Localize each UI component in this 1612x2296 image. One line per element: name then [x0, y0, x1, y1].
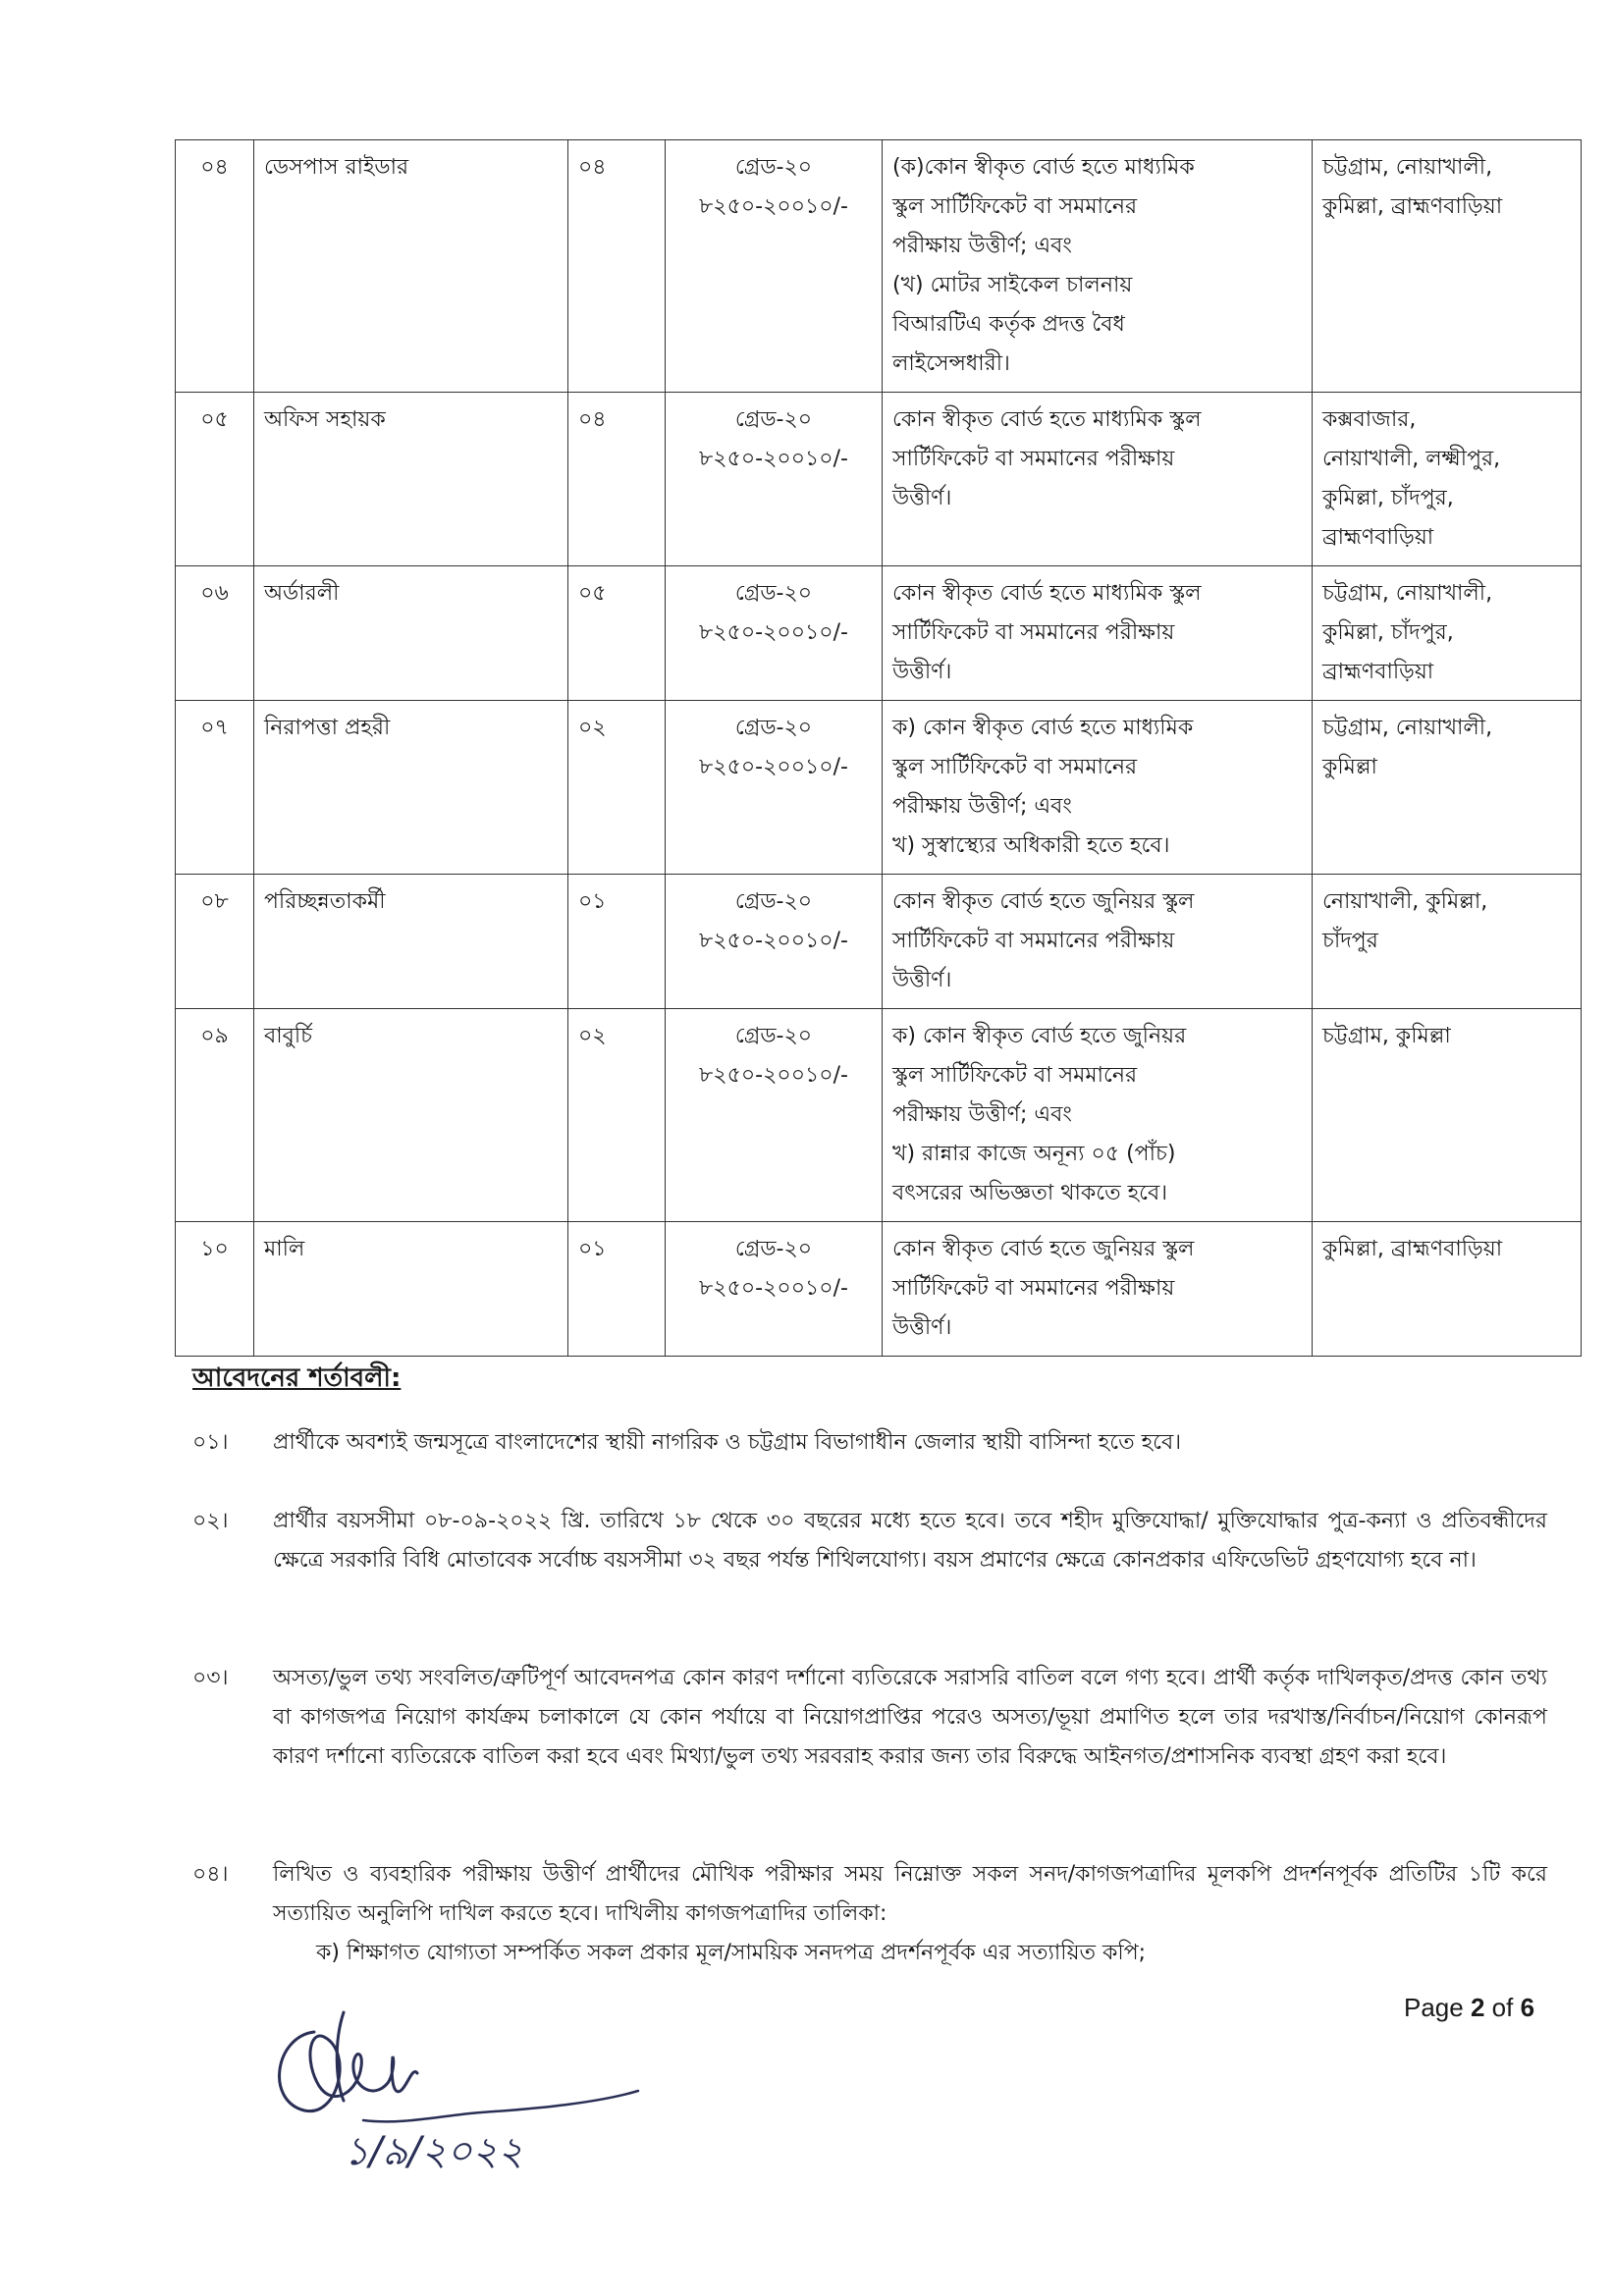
- district-line: ব্রাহ্মণবাড়িয়া: [1322, 525, 1434, 550]
- qualification-line: পরীক্ষায় উত্তীর্ণ; এবং: [892, 794, 1072, 819]
- district-line: চট্টগ্রাম, কুমিল্লা: [1322, 1024, 1451, 1048]
- cell-serial: ০৬: [176, 566, 254, 701]
- district-line: চট্টগ্রাম, নোয়াখালী,: [1322, 155, 1493, 180]
- cell-grade-scale: [666, 875, 883, 1009]
- cell-qualification: [883, 566, 1313, 701]
- grade-label: গ্রেড-২০: [734, 407, 813, 432]
- pay-scale: ৮২৫০-২০০১০/-: [699, 755, 848, 779]
- page-mid: of: [1484, 1993, 1521, 2022]
- cell-districts: [1313, 875, 1582, 1009]
- qualification-line: সার্টিফিকেট বা সমমানের পরীক্ষায়: [892, 447, 1175, 471]
- table-row: [176, 393, 1582, 566]
- condition-sub-item: ক) শিক্ষাগত যোগ্যতা সম্পর্কিত সকল প্রকার মূল/সাময়িক সনদপত্র প্রদর্শনপূর্বক এর সত্যায়িত কপি;: [316, 1941, 1147, 1965]
- qualification-line: সার্টিফিকেট বা সমমানের পরীক্ষায়: [892, 1276, 1175, 1301]
- district-line: চট্টগ্রাম, নোয়াখালী,: [1322, 716, 1493, 740]
- qualification-line: উত্তীর্ণ।: [892, 968, 952, 992]
- signature-date: ১/৯/২০২২: [344, 2129, 523, 2174]
- qualification-line: কোন স্বীকৃত বোর্ড হতে জুনিয়র স্কুল: [892, 1237, 1195, 1261]
- district-line: কুমিল্লা, ব্রাহ্মণবাড়িয়া: [1322, 1237, 1503, 1261]
- grade-label: গ্রেড-২০: [734, 1237, 813, 1261]
- grade-label: গ্রেড-২০: [734, 155, 813, 180]
- cell-grade-scale: [666, 566, 883, 701]
- table-row: [176, 1222, 1582, 1357]
- cell-post-name: নিরাপত্তা প্রহরী: [254, 701, 568, 875]
- cell-grade-scale: [666, 1009, 883, 1222]
- qualification-line: ক) কোন স্বীকৃত বোর্ড হতে জুনিয়র: [892, 1024, 1187, 1048]
- cell-post-name: পরিচ্ছন্নতাকর্মী: [254, 875, 568, 1009]
- condition-text: প্রার্থীর বয়সসীমা ০৮-০৯-২০২২ খ্রি. তারিখে ১৮ থেকে ৩০ বছরের মধ্যে হতে হবে। তবে শহীদ মুক্তিযোদ্ধা/ মুক্তিযোদ্ধার পুত্র-কন্যা ও প্রতিবন্ধীদের ক্ষেত্রে সরকারি বিধি মোতাবেক সর্বোচ্চ বয়সসীমা ৩২ বছর পর্যন্ত শিথিলযোগ্য। বয়স প্রমাণের ক্ষেত্রে কোনপ্রকার এফিডেভিট গ্রহণযোগ্য হবে না।: [273, 1509, 1547, 1573]
- cell-grade-scale: [666, 701, 883, 875]
- qualification-line: কোন স্বীকৃত বোর্ড হতে মাধ্যমিক স্কুল: [892, 407, 1202, 432]
- qualification-line: উত্তীর্ণ।: [892, 660, 952, 684]
- signature-underline: [363, 2091, 638, 2121]
- qualification-line: (ক)কোন স্বীকৃত বোর্ড হতে মাধ্যমিক: [892, 155, 1195, 180]
- qualification-line: বিআরটিএ কর্তৃক প্রদত্ত বৈধ: [892, 312, 1125, 337]
- cell-post-name: অর্ডারলী: [254, 566, 568, 701]
- cell-districts: [1313, 140, 1582, 393]
- condition-item-2: [192, 1502, 1547, 1580]
- district-line: ব্রাহ্মণবাড়িয়া: [1322, 660, 1434, 684]
- qualification-line: পরীক্ষায় উত্তীর্ণ; এবং: [892, 234, 1072, 258]
- condition-text: অসত্য/ভুল তথ্য সংবলিত/ত্রুটিপূর্ণ আবেদনপত্র কোন কারণ দর্শানো ব্যতিরেকে সরাসরি বাতিল বলে গণ্য হবে। প্রার্থী কর্তৃক দাখিলকৃত/প্রদত্ত কোন তথ্য বা কাগজপত্র নিয়োগ কার্যক্রম চলাকালে যে কোন পর্যায়ে বা নিয়োগপ্রাপ্তির পরেও অসত্য/ভূয়া প্রমাণিত হলে তার দরখাস্ত/নির্বাচন/নিয়োগ কোনরূপ কারণ দর্শানো ব্যতিরেকে বাতিল করা হবে এবং মিথ্যা/ভুল তথ্য সরবরাহ করার জন্য তার বিরুদ্ধে আইনগত/প্রশাসনিক ব্যবস্থা গ্রহণ করা হবে।: [273, 1666, 1547, 1769]
- cell-qualification: [883, 701, 1313, 875]
- qualification-line: উত্তীর্ণ।: [892, 1315, 952, 1340]
- qualification-line: খ) রান্নার কাজে অনূন্য ০৫ (পাঁচ): [892, 1142, 1176, 1166]
- condition-text: প্রার্থীকে অবশ্যই জন্মসূত্রে বাংলাদেশের স্থায়ী নাগরিক ও চট্টগ্রাম বিভাগাধীন জেলার স্থায়ী বাসিন্দা হতে হবে।: [273, 1430, 1182, 1455]
- condition-item-3: [192, 1659, 1547, 1777]
- table-row: [176, 701, 1582, 875]
- cell-post-name: অফিস সহায়ক: [254, 393, 568, 566]
- pay-scale: ৮২৫০-২০০১০/-: [699, 1063, 848, 1088]
- cell-grade-scale: [666, 1222, 883, 1357]
- district-line: কুমিল্লা, চাঁদপুর,: [1322, 486, 1454, 510]
- cell-districts: [1313, 1009, 1582, 1222]
- cell-districts: [1313, 701, 1582, 875]
- qualification-line: পরীক্ষায় উত্তীর্ণ; এবং: [892, 1102, 1072, 1127]
- qualification-line: কোন স্বীকৃত বোর্ড হতে মাধ্যমিক স্কুল: [892, 581, 1202, 606]
- district-line: নোয়াখালী, কুমিল্লা,: [1322, 889, 1488, 914]
- cell-qualification: [883, 1009, 1313, 1222]
- cell-post-count: ০১: [568, 875, 666, 1009]
- condition-number: ০৩।: [192, 1666, 229, 1690]
- cell-qualification: [883, 875, 1313, 1009]
- district-line: কুমিল্লা, চাঁদপুর,: [1322, 620, 1454, 645]
- pay-scale: ৮২৫০-২০০১০/-: [699, 929, 848, 953]
- grade-label: গ্রেড-২০: [734, 1024, 813, 1048]
- qualification-line: স্কুল সার্টিফিকেট বা সমমানের: [892, 194, 1138, 219]
- district-line: নোয়াখালী, লক্ষ্মীপুর,: [1322, 447, 1501, 471]
- cell-post-name: মালি: [254, 1222, 568, 1357]
- cell-post-count: ০৪: [568, 393, 666, 566]
- conditions-title: আবেদনের শর্তাবলী:: [192, 1363, 402, 1393]
- table-row: [176, 140, 1582, 393]
- district-line: কক্সবাজার,: [1322, 407, 1417, 432]
- pay-scale: ৮২৫০-২০০১০/-: [699, 620, 848, 645]
- cell-qualification: [883, 393, 1313, 566]
- qualification-line: খ) সুস্বাস্থ্যের অধিকারী হতে হবে।: [892, 833, 1170, 858]
- posts-table: [175, 139, 1582, 1357]
- cell-serial: ০৯: [176, 1009, 254, 1222]
- table-row: [176, 875, 1582, 1009]
- cell-post-count: ০২: [568, 701, 666, 875]
- cell-post-name: ডেসপাস রাইডার: [254, 140, 568, 393]
- qualification-line: উত্তীর্ণ।: [892, 486, 952, 510]
- district-line: কুমিল্লা: [1322, 755, 1377, 779]
- condition-item-4: [192, 1855, 1547, 1973]
- qualification-line: স্কুল সার্টিফিকেট বা সমমানের: [892, 755, 1138, 779]
- cell-districts: [1313, 566, 1582, 701]
- posts-table-body: [176, 140, 1582, 1357]
- qualification-line: লাইসেন্সধারী।: [892, 351, 1010, 376]
- qualification-line: বৎসরের অভিজ্ঞতা থাকতে হবে।: [892, 1181, 1168, 1205]
- qualification-line: (খ) মোটর সাইকেল চালনায়: [892, 273, 1133, 297]
- condition-text: লিখিত ও ব্যবহারিক পরীক্ষায় উত্তীর্ণ প্রার্থীদের মৌখিক পরীক্ষার সময় নিম্নোক্ত সকল সনদ/কাগজপত্রাদির মূলকপি প্রদর্শনপূর্বক প্রতিটির ১টি করে সত্যায়িত অনুলিপি দাখিল করতে হবে। দাখিলীয় কাগজপত্রাদির তালিকা:: [273, 1862, 1547, 1926]
- cell-qualification: [883, 140, 1313, 393]
- pay-scale: ৮২৫০-২০০১০/-: [699, 194, 848, 219]
- cell-districts: [1313, 1222, 1582, 1357]
- qualification-line: স্কুল সার্টিফিকেট বা সমমানের: [892, 1063, 1138, 1088]
- pay-scale: ৮২৫০-২০০১০/-: [699, 1276, 848, 1301]
- grade-label: গ্রেড-২০: [734, 581, 813, 606]
- cell-post-count: ০২: [568, 1009, 666, 1222]
- table-row: [176, 566, 1582, 701]
- cell-grade-scale: [666, 393, 883, 566]
- table-row: [176, 1009, 1582, 1222]
- cell-post-count: ০১: [568, 1222, 666, 1357]
- page-current: 2: [1470, 1993, 1485, 2022]
- cell-post-name: বাবুর্চি: [254, 1009, 568, 1222]
- cell-serial: ০৪: [176, 140, 254, 393]
- cell-post-count: ০৫: [568, 566, 666, 701]
- page-number: [1404, 1993, 1534, 2023]
- cell-qualification: [883, 1222, 1313, 1357]
- cell-grade-scale: [666, 140, 883, 393]
- condition-number: ০১।: [192, 1430, 229, 1455]
- qualification-line: সার্টিফিকেট বা সমমানের পরীক্ষায়: [892, 620, 1175, 645]
- grade-label: গ্রেড-২০: [734, 889, 813, 914]
- cell-serial: ০৫: [176, 393, 254, 566]
- cell-serial: ১০: [176, 1222, 254, 1357]
- district-line: কুমিল্লা, ব্রাহ্মণবাড়িয়া: [1322, 194, 1503, 219]
- qualification-line: কোন স্বীকৃত বোর্ড হতে জুনিয়র স্কুল: [892, 889, 1195, 914]
- page-total: 6: [1520, 1993, 1535, 2022]
- signature-stroke: [280, 2032, 417, 2111]
- grade-label: গ্রেড-২০: [734, 716, 813, 740]
- qualification-line: সার্টিফিকেট বা সমমানের পরীক্ষায়: [892, 929, 1175, 953]
- cell-post-count: ০৪: [568, 140, 666, 393]
- district-line: চাঁদপুর: [1322, 929, 1378, 953]
- condition-number: ০২।: [192, 1509, 229, 1533]
- condition-item-1: [192, 1423, 1547, 1463]
- cell-districts: [1313, 393, 1582, 566]
- qualification-line: ক) কোন স্বীকৃত বোর্ড হতে মাধ্যমিক: [892, 716, 1194, 740]
- cell-serial: ০৭: [176, 701, 254, 875]
- cell-serial: ০৮: [176, 875, 254, 1009]
- handwritten-signature: [245, 1993, 658, 2189]
- condition-number: ০৪।: [192, 1862, 229, 1887]
- district-line: চট্টগ্রাম, নোয়াখালী,: [1322, 581, 1493, 606]
- pay-scale: ৮২৫০-২০০১০/-: [699, 447, 848, 471]
- page-prefix: Page: [1404, 1993, 1471, 2022]
